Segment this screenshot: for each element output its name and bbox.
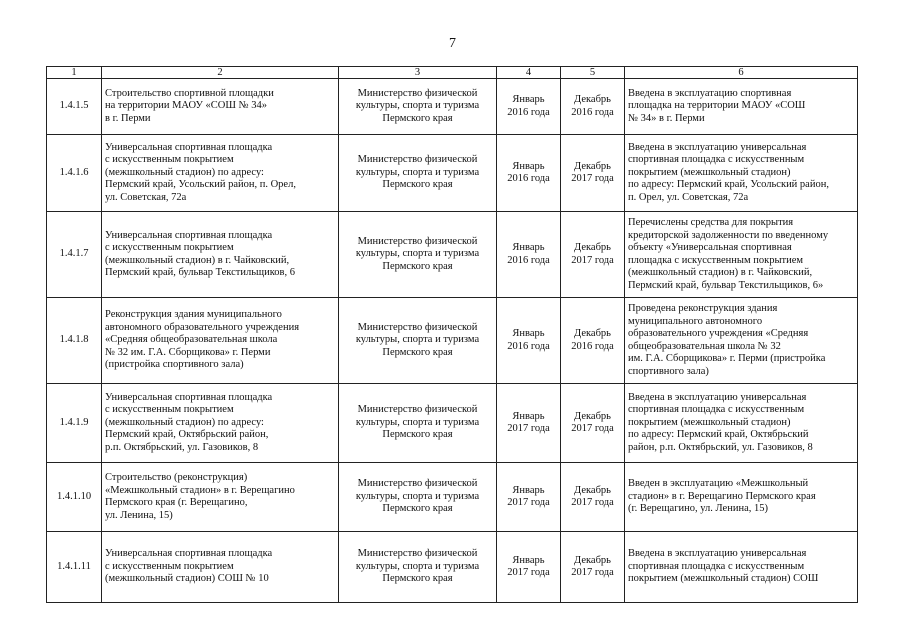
- item-executor: [339, 463, 497, 532]
- item-name: [102, 298, 339, 384]
- item-end-text: Декабрь 2017 года: [571, 410, 614, 434]
- item-end-text: Декабрь 2017 года: [571, 242, 614, 266]
- item-executor-text: Министерство физической культуры, спорта и туризма Пермского края: [355, 154, 480, 191]
- item-result-text: Введена в эксплуатацию универсальная спортивная площадка с искусственным покрытием (межшкольный стадион) по адресу: Пермский край, Усольский район, п. Орел, ул. Советская, 72а: [628, 141, 829, 203]
- column-header-5: 5: [561, 67, 625, 79]
- item-executor: [339, 135, 497, 212]
- item-name: [102, 135, 339, 212]
- item-name: [102, 463, 339, 532]
- item-executor-text: Министерство физической культуры, спорта и туризма Пермского края: [355, 235, 480, 272]
- item-result-text: Проведена реконструкция здания муниципального автономного образовательного учреждения «Средняя общеобразовательная школа № 32 им. Г.А. Сборщикова» г. Перми (пристройка спортивного зала): [628, 303, 826, 377]
- item-result: [625, 79, 858, 135]
- item-start-text: Январь 2016 года: [507, 242, 550, 266]
- column-header-1: 1: [47, 67, 102, 79]
- item-number-text: 1.4.1.9: [59, 416, 89, 428]
- item-end-text: Декабрь 2017 года: [571, 160, 614, 184]
- item-start-date: [497, 384, 561, 463]
- item-start-text: Январь 2016 года: [507, 160, 550, 184]
- column-header-3: 3: [339, 67, 497, 79]
- item-name: [102, 532, 339, 603]
- item-end-date: [561, 135, 625, 212]
- item-result-text: Введен в эксплуатацию «Межшкольный стадион» в г. Верещагино Пермского края (г. Верещагино, ул. Ленина, 15): [628, 478, 816, 515]
- item-executor: [339, 532, 497, 603]
- item-executor: [339, 212, 497, 298]
- item-number: [47, 384, 102, 463]
- item-number: [47, 79, 102, 135]
- item-executor-text: Министерство физической культуры, спорта и туризма Пермского края: [355, 404, 480, 441]
- table-row: [47, 212, 858, 298]
- item-number-text: 1.4.1.10: [56, 490, 92, 502]
- table-row: [47, 79, 858, 135]
- item-result-text: Введена в эксплуатацию универсальная спортивная площадка с искусственным покрытием (межшкольный стадион) по адресу: Пермский край, Октябрьский район, р.п. Октябрьский, ул. Газовиков, 8: [628, 391, 813, 453]
- item-executor-text: Министерство физической культуры, спорта и туризма Пермского края: [355, 478, 480, 515]
- item-name-text: Реконструкция здания муниципального автономного образовательного учреждения «Средняя общеобразовательная школа № 32 им. Г.А. Сборщикова» г. Перми (пристройка спортивного зала): [105, 309, 300, 371]
- item-result-text: Введена в эксплуатацию универсальная спортивная площадка с искусственным покрытием (межшкольный стадион) СОШ: [628, 548, 819, 585]
- item-executor: [339, 79, 497, 135]
- item-start-text: Январь 2016 года: [507, 94, 550, 118]
- item-name-text: Универсальная спортивная площадка с искусственным покрытием (межшкольный стадион) по адресу: Пермский край, Усольский район, п. Орел, ул. Советская, 72а: [105, 141, 296, 203]
- item-start-date: [497, 298, 561, 384]
- item-start-text: Январь 2017 года: [507, 484, 550, 508]
- table-row: [47, 298, 858, 384]
- table-row: [47, 135, 858, 212]
- item-result: [625, 135, 858, 212]
- item-number: [47, 532, 102, 603]
- item-name-text: Универсальная спортивная площадка с искусственным покрытием (межшкольный стадион) по адресу: Пермский край, Октябрьский район, р.п. Октябрьский, ул. Газовиков, 8: [105, 391, 273, 453]
- item-name-text: Универсальная спортивная площадка с искусственным покрытием (межшкольный стадион) в г. Чайковский, Пермский край, бульвар Текстильщиков, 6: [105, 229, 295, 278]
- item-start-date: [497, 212, 561, 298]
- item-result-text: Перечислены средства для покрытия кредиторской задолженности по введенному объекту «Универсальная спортивная площадка с искусственным покрытием (межшкольный стадион) в г. Чайковский, Пермский край, бульвар Текстильщиков, 6»: [628, 217, 829, 291]
- item-start-date: [497, 79, 561, 135]
- item-executor: [339, 384, 497, 463]
- item-executor-text: Министерство физической культуры, спорта и туризма Пермского края: [355, 87, 480, 124]
- item-name: [102, 384, 339, 463]
- item-name: [102, 79, 339, 135]
- table-row: [47, 384, 858, 463]
- item-number: [47, 212, 102, 298]
- item-number-text: 1.4.1.6: [59, 166, 89, 178]
- item-name-text: Строительство спортивной площадки на территории МАОУ «СОШ № 34» в г. Перми: [105, 87, 274, 124]
- item-end-text: Декабрь 2017 года: [571, 484, 614, 508]
- item-result: [625, 463, 858, 532]
- item-result: [625, 384, 858, 463]
- item-end-date: [561, 298, 625, 384]
- column-header-6: 6: [625, 67, 858, 79]
- item-start-date: [497, 135, 561, 212]
- table-header-row: [47, 67, 858, 79]
- item-end-date: [561, 79, 625, 135]
- item-start-date: [497, 463, 561, 532]
- item-end-date: [561, 463, 625, 532]
- measures-table: [46, 66, 858, 603]
- item-end-date: [561, 532, 625, 603]
- item-name-text: Универсальная спортивная площадка с искусственным покрытием (межшкольный стадион) СОШ № 10: [105, 548, 273, 585]
- item-result-text: Введена в эксплуатацию спортивная площадка на территории МАОУ «СОШ № 34» в г. Перми: [628, 87, 806, 124]
- table-row: [47, 532, 858, 603]
- item-end-text: Декабрь 2017 года: [571, 554, 614, 578]
- item-number-text: 1.4.1.11: [57, 560, 91, 572]
- item-end-text: Декабрь 2016 года: [571, 94, 614, 118]
- item-end-date: [561, 212, 625, 298]
- item-result: [625, 298, 858, 384]
- item-executor-text: Министерство физической культуры, спорта и туризма Пермского края: [355, 321, 480, 358]
- item-result: [625, 532, 858, 603]
- item-number-text: 1.4.1.8: [59, 334, 89, 346]
- item-name: [102, 212, 339, 298]
- column-header-4: 4: [497, 67, 561, 79]
- item-end-text: Декабрь 2016 года: [571, 328, 614, 352]
- item-start-date: [497, 532, 561, 603]
- item-start-text: Январь 2016 года: [507, 328, 550, 352]
- item-start-text: Январь 2017 года: [507, 410, 550, 434]
- item-name-text: Строительство (реконструкция) «Межшкольный стадион» в г. Верещагино Пермского края (г. Верещагино, ул. Ленина, 15): [105, 472, 295, 521]
- item-start-text: Январь 2017 года: [507, 554, 550, 578]
- page-number: 7: [449, 36, 456, 51]
- item-executor-text: Министерство физической культуры, спорта и туризма Пермского края: [355, 548, 480, 585]
- item-number: [47, 298, 102, 384]
- item-number-text: 1.4.1.7: [59, 248, 89, 260]
- item-end-date: [561, 384, 625, 463]
- table-row: [47, 463, 858, 532]
- item-number: [47, 135, 102, 212]
- item-number: [47, 463, 102, 532]
- item-result: [625, 212, 858, 298]
- item-executor: [339, 298, 497, 384]
- column-header-2: 2: [102, 67, 339, 79]
- item-number-text: 1.4.1.5: [59, 100, 89, 112]
